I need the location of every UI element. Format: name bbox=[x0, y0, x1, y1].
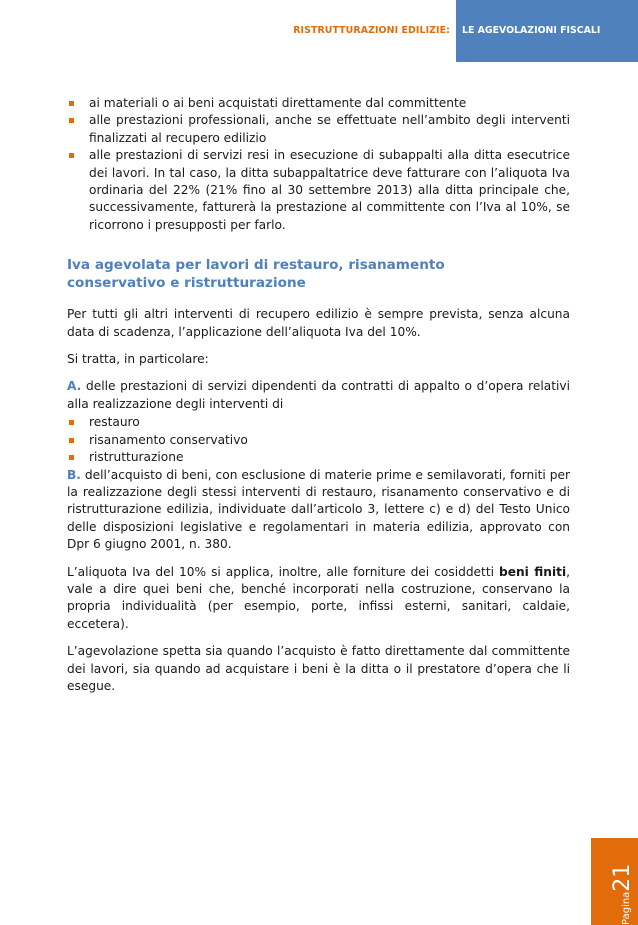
item-b bbox=[67, 467, 570, 554]
square-bullet-icon bbox=[69, 153, 74, 158]
list-item: restauro bbox=[67, 414, 570, 431]
square-bullet-icon bbox=[69, 438, 74, 443]
beni-finiti-emphasis: beni finiti bbox=[499, 564, 567, 579]
list-item: alle prestazioni di servizi resi in esecuzione di subappalti alla ditta esecutrice dei lavori. In tal caso, la ditta subappaltatrice deve fatturare con l’aliquota Iva ordinaria del 22% (21% fino al 30 settembre 2013) alla ditta principale che, successivamente, fatturerà la prestazione al committente con l’Iva al 10%, se ricorrono i presupposti per farlo. bbox=[67, 147, 570, 234]
list-item: risanamento conservativo bbox=[67, 432, 570, 449]
square-bullet-icon bbox=[69, 455, 74, 460]
page-body bbox=[67, 95, 570, 705]
item-a-bullet-list bbox=[67, 414, 570, 466]
square-bullet-icon bbox=[69, 101, 74, 106]
item-a bbox=[67, 378, 570, 413]
running-header-subtitle: LE AGEVOLAZIONI FISCALI bbox=[456, 0, 638, 62]
page-number: 21 bbox=[610, 863, 635, 892]
paragraph-beni-finiti: L’aliquota Iva del 10% si applica, inoltre, alle forniture dei cosiddetti beni finiti, vale a dire quei beni che, benché incorporati nella costruzione, conservano la propria individualità (per esempio, porte, infissi esterni, sanitari, caldaie, eccetera). bbox=[67, 564, 570, 631]
paragraph-intro: Per tutti gli altri interventi di recupero edilizio è sempre prevista, senza alcuna data di scadenza, l’applicazione dell’aliquota Iva del 10%. bbox=[67, 307, 570, 339]
item-a-text: delle prestazioni di servizi dipendenti da contratti di appalto o d’opera relativi alla realizzazione degli interventi di bbox=[67, 379, 570, 411]
running-header-title: RISTRUTTURAZIONI EDILIZIE: bbox=[293, 25, 450, 36]
item-a-letter: A. bbox=[67, 379, 82, 394]
paragraph-in-particolare: Si tratta, in particolare: bbox=[67, 352, 209, 367]
paragraph-agevolazione: L’agevolazione spetta sia quando l’acquisto è fatto direttamente dal committente dei lavori, sia quando ad acquistare i beni è la ditta o il prestatore d’opera che li esegue. bbox=[67, 644, 570, 693]
item-b-letter: B. bbox=[67, 467, 81, 482]
list-item: ristrutturazione bbox=[67, 449, 570, 466]
list-item: ai materiali o ai beni acquistati direttamente dal committente bbox=[67, 95, 570, 112]
square-bullet-icon bbox=[69, 420, 74, 425]
page-label: Pagina bbox=[621, 891, 632, 925]
item-b-text: dell’acquisto di beni, con esclusione di materie prime e semilavorati, forniti per la realizzazione degli stessi interventi di restauro, risanamento conservativo e di ristrutturazione edilizia, individuate dall’articolo 3, lettere c) e d) del Testo Unico delle disposizioni legislative e regolamentari in materia edilizia, approvato con Dpr 6 giugno 2001, n. 380. bbox=[67, 467, 570, 552]
section-heading: Iva agevolata per lavori di restauro, risanamento conservativo e ristrutturazione bbox=[67, 257, 445, 292]
square-bullet-icon bbox=[69, 118, 74, 123]
page-number-tab bbox=[591, 838, 638, 925]
list-item: alle prestazioni professionali, anche se effettuate nell’ambito degli interventi finalizzati al recupero edilizio bbox=[67, 112, 570, 147]
intro-bullet-list bbox=[67, 95, 570, 234]
